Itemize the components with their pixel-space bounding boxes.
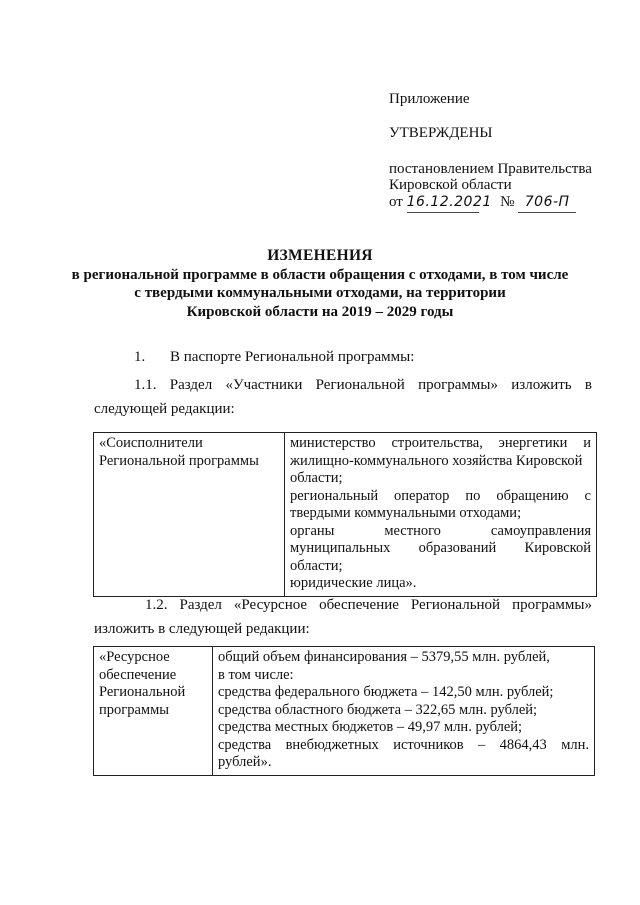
table-cell-label: [94, 647, 213, 776]
item-1-2-word: Раздел: [179, 597, 222, 613]
cell-line: [290, 488, 591, 506]
cell-line: средства федерального бюджета – 142,50 млн. рублей;: [218, 684, 554, 700]
cell-line: общий объем финансирования – 5379,55 млн. рублей,: [218, 649, 550, 665]
cell-word: источников: [393, 736, 464, 753]
cell-line: [290, 523, 591, 541]
participants-table: [93, 432, 597, 597]
cell-line: рублей».: [218, 754, 272, 770]
item-1-2-line-2: изложить в следующей редакции:: [94, 621, 310, 637]
table-row: [94, 647, 595, 776]
cell-line: твердыми коммунальными отходами;: [290, 505, 522, 521]
table-cell-value: [213, 647, 595, 776]
decree-line-2: Кировской области: [389, 177, 512, 193]
cell-word: –: [478, 736, 486, 753]
cell-word: обращению: [496, 487, 569, 504]
cell-line: программы: [99, 701, 169, 718]
item-1-2-word: 1.2.: [145, 597, 168, 613]
cell-word: муниципальных: [290, 540, 391, 556]
cell-word: 4864,43: [499, 736, 547, 753]
cell-word: местного: [384, 522, 441, 539]
item-1-number: 1.: [134, 349, 146, 365]
cell-line: «Ресурсное: [99, 649, 170, 665]
cell-word: и: [583, 435, 591, 451]
cell-line: жилищно-коммунального хозяйства Кировской: [290, 452, 583, 469]
date-value: 16.12.2021: [407, 193, 479, 213]
cell-line: области;: [290, 470, 343, 486]
cell-line: [290, 435, 591, 453]
cell-line: Региональной программы: [99, 452, 259, 469]
table-cell-value: [285, 433, 597, 597]
item-1-2-word: Региональной: [410, 597, 501, 613]
cell-word: органы: [290, 522, 335, 539]
item-1-1-word: программы»: [418, 377, 498, 393]
cell-line: [218, 737, 589, 755]
number-value: 706-П: [518, 193, 576, 213]
cell-word: с: [584, 487, 591, 504]
appendix-label: Приложение: [389, 91, 470, 107]
cell-line: «Соисполнители: [99, 435, 203, 451]
approved-label: УТВЕРЖДЕНЫ: [389, 125, 493, 141]
item-1-1-word: «Участники: [225, 377, 303, 393]
item-1-2-word: программы»: [512, 597, 592, 613]
title-line-3: Кировской области на 2019 – 2029 годы: [186, 304, 454, 320]
cell-word: по: [465, 487, 481, 504]
cell-line: области;: [290, 557, 343, 574]
title-line-2: с твердыми коммунальными отходами, на территории: [134, 285, 506, 301]
cell-line: обеспечение: [99, 666, 177, 683]
title-line-1: в региональной программе в области обращения с отходами, в том числе: [71, 267, 569, 283]
resources-table: [93, 646, 595, 776]
cell-word: энергетики: [498, 435, 568, 451]
item-1-2-line-1: [145, 596, 592, 615]
cell-line: Региональной: [99, 684, 186, 700]
cell-word: строительства,: [391, 435, 483, 451]
cell-word: млн.: [561, 736, 589, 753]
cell-line: средства областного бюджета – 322,65 млн. рублей;: [218, 701, 538, 718]
cell-line: средства местных бюджетов – 49,97 млн. рублей;: [218, 719, 523, 735]
cell-word: образований: [418, 540, 497, 556]
item-1-1-word: в: [584, 377, 592, 393]
table-row: [94, 433, 597, 597]
document-title: ИЗМЕНЕНИЯ: [267, 247, 373, 264]
cell-word: оператор: [394, 487, 450, 504]
cell-line: юридические лица».: [290, 575, 417, 591]
date-prefix: от: [389, 194, 403, 210]
cell-word: средства: [218, 736, 272, 753]
item-1-1-word: изложить: [511, 377, 572, 393]
item-1-1-word: 1.1.: [134, 377, 157, 393]
cell-word: министерство: [290, 435, 376, 451]
number-prefix: №: [500, 194, 515, 210]
item-1-text: В паспорте Региональной программы:: [170, 349, 415, 365]
cell-line: в том числе:: [218, 666, 294, 683]
cell-line: [290, 540, 591, 558]
decree-date-number: [389, 193, 576, 213]
table-cell-label: [94, 433, 285, 597]
item-1-1-word: Региональной: [315, 377, 405, 393]
item-1-1-line-1: [134, 376, 592, 395]
cell-word: региональный: [290, 487, 379, 504]
item-1-2-word: «Ресурсное: [233, 597, 308, 613]
item-1-2-word: обеспечение: [319, 597, 399, 613]
item-1-1-line-2: следующей редакции:: [94, 401, 235, 417]
cell-word: Кировской: [524, 540, 591, 556]
cell-word: внебюджетных: [285, 736, 379, 753]
decree-line-1: постановлением Правительства: [389, 161, 592, 177]
cell-word: самоуправления: [490, 522, 591, 539]
item-1-1-word: Раздел: [169, 377, 213, 393]
